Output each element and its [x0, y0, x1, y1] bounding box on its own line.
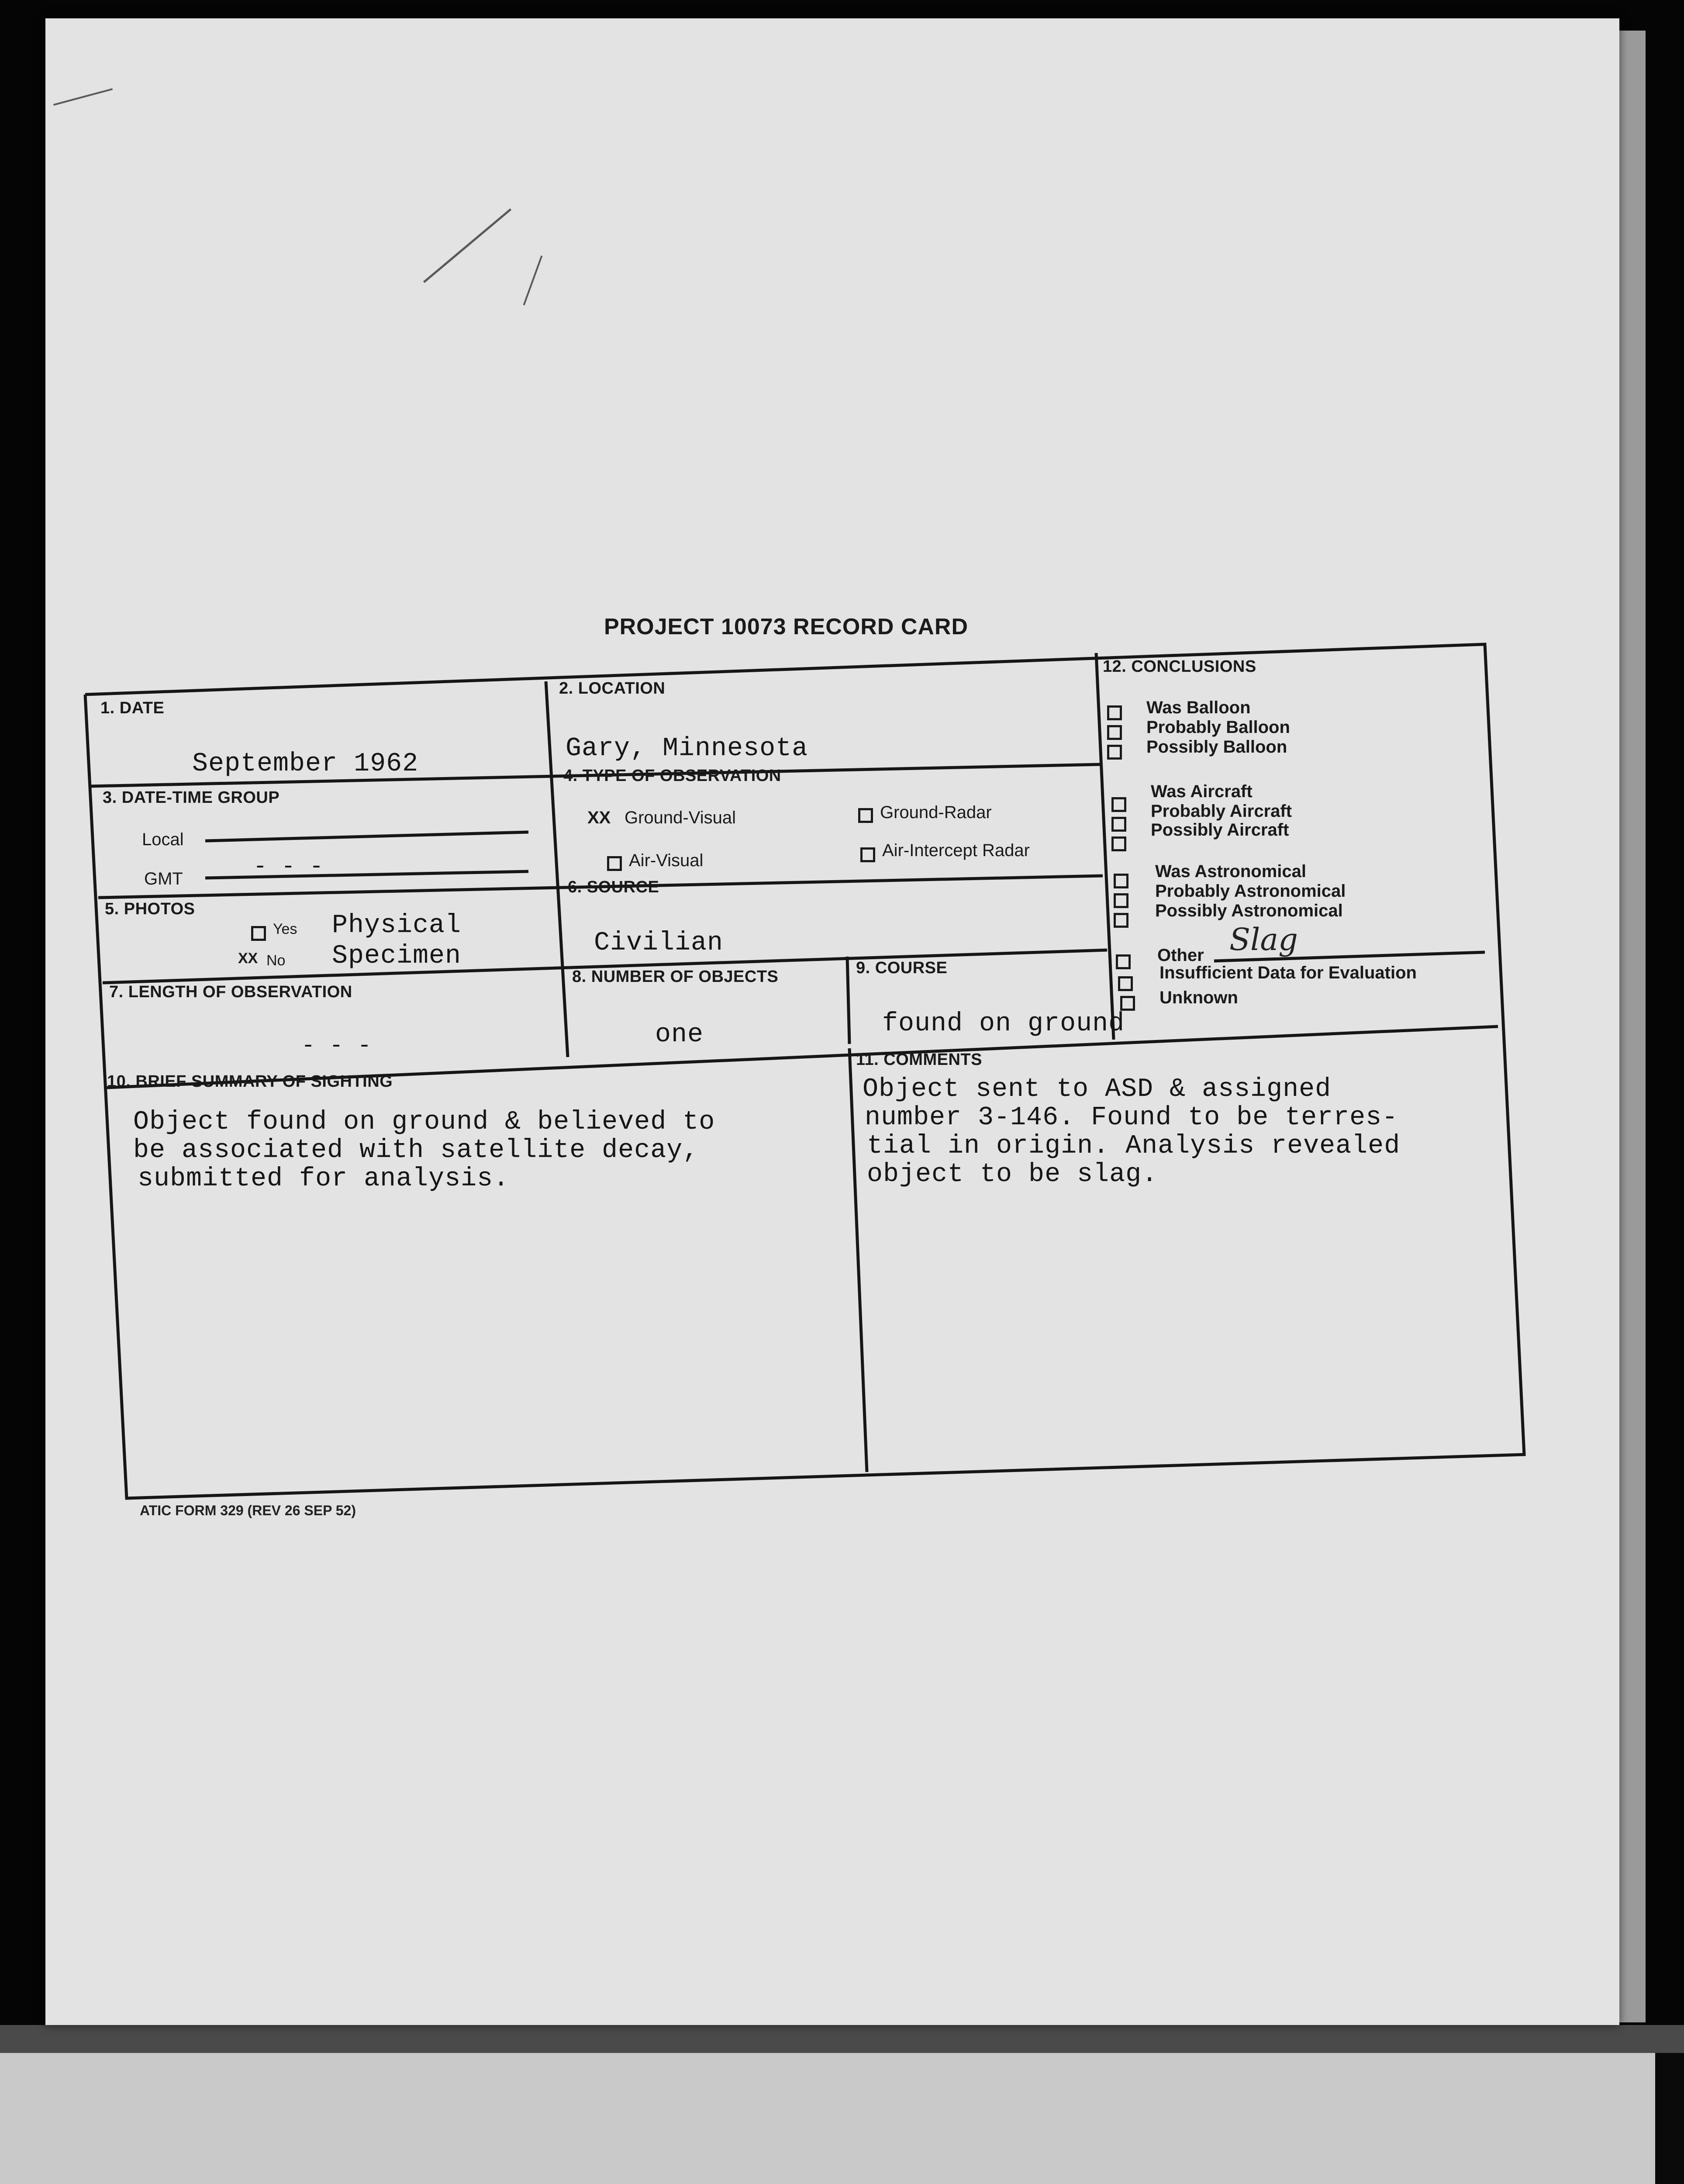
length-of-observation-label: 7. LENGTH OF OBSERVATION — [109, 983, 352, 1001]
photos-yes-checkbox — [251, 926, 266, 941]
film-border — [1655, 2053, 1684, 2184]
checkbox — [1116, 954, 1131, 969]
checkbox — [1111, 797, 1126, 812]
conclusion-probably-balloon: Probably Balloon — [1146, 718, 1290, 737]
photos-typed-line1: Physical — [332, 911, 462, 940]
course-label: 9. COURSE — [856, 959, 948, 977]
document-sheet — [45, 18, 1619, 2025]
checkbox — [1114, 893, 1128, 908]
photos-yes-label: Yes — [273, 921, 297, 937]
checkbox — [1107, 745, 1122, 760]
underlying-page — [0, 2053, 1684, 2184]
summary-line-3: submitted for analysis. — [138, 1164, 510, 1194]
checkbox — [1107, 705, 1122, 720]
summary-line-1: Object found on ground & believed to — [133, 1107, 715, 1137]
comments-line-3: tial in origin. Analysis revealed — [867, 1131, 1401, 1161]
brief-summary-label: 10. BRIEF SUMMARY OF SIGHTING — [107, 1072, 393, 1091]
other-value-handwritten: Slag — [1229, 922, 1298, 957]
comments-line-1: Object sent to ASD & assigned — [863, 1075, 1332, 1104]
ground-visual-mark: XX — [587, 808, 611, 827]
summary-line-2: be associated with satellite decay, — [133, 1136, 699, 1165]
conclusion-unknown: Unknown — [1159, 988, 1238, 1007]
checkbox — [1111, 836, 1126, 851]
course-value: found on ground — [882, 1009, 1125, 1039]
conclusion-insufficient-data: Insufficient Data for Evaluation — [1159, 963, 1417, 982]
comments-line-2: number 3-146. Found to be terres- — [865, 1103, 1398, 1133]
air-intercept-radar-option: Air-Intercept Radar — [882, 841, 1030, 860]
conclusions-label: 12. CONCLUSIONS — [1103, 657, 1256, 676]
conclusion-possibly-balloon: Possibly Balloon — [1146, 737, 1287, 757]
gmt-value: - - - — [253, 854, 324, 880]
date-value: September 1962 — [192, 749, 419, 779]
conclusion-possibly-aircraft: Possibly Aircraft — [1151, 820, 1289, 840]
date-label: 1. DATE — [100, 699, 165, 717]
form-number: ATIC FORM 329 (REV 26 SEP 52) — [140, 1503, 356, 1518]
conclusion-possibly-astronomical: Possibly Astronomical — [1155, 901, 1343, 920]
ground-visual-option: Ground-Visual — [625, 808, 736, 827]
comments-label: 11. COMMENTS — [856, 1051, 982, 1069]
checkbox — [1114, 913, 1128, 928]
photos-no-mark: XX — [238, 950, 258, 967]
conclusion-was-astronomical: Was Astronomical — [1155, 862, 1306, 881]
conclusion-was-aircraft: Was Aircraft — [1151, 782, 1253, 801]
datetime-group-label: 3. DATE-TIME GROUP — [103, 788, 280, 807]
comments-line-4: object to be slag. — [867, 1160, 1158, 1189]
photos-no-label: No — [266, 952, 286, 969]
air-intercept-radar-checkbox — [860, 847, 875, 862]
lower-shadow — [0, 2025, 1684, 2056]
conclusion-other: Other — [1157, 946, 1204, 965]
ground-radar-checkbox — [858, 808, 873, 823]
checkbox — [1118, 976, 1133, 991]
card-title: PROJECT 10073 RECORD CARD — [604, 614, 969, 639]
air-visual-option: Air-Visual — [629, 851, 704, 870]
air-visual-checkbox — [607, 856, 622, 871]
number-of-objects-label: 8. NUMBER OF OBJECTS — [572, 968, 779, 986]
checkbox — [1114, 874, 1128, 888]
checkbox — [1120, 996, 1135, 1011]
location-value: Gary, Minnesota — [566, 734, 808, 764]
checkbox — [1107, 725, 1122, 740]
ground-radar-option: Ground-Radar — [880, 803, 992, 822]
gmt-label: GMT — [144, 869, 183, 888]
type-of-observation-label: 4. TYPE OF OBSERVATION — [563, 767, 781, 785]
source-label: 6. SOURCE — [568, 878, 659, 896]
checkbox — [1111, 817, 1126, 832]
photos-label: 5. PHOTOS — [105, 900, 195, 918]
source-value: Civilian — [594, 928, 724, 958]
number-of-objects-value: one — [655, 1020, 704, 1050]
conclusion-was-balloon: Was Balloon — [1146, 698, 1251, 717]
location-label: 2. LOCATION — [559, 679, 666, 698]
conclusion-probably-astronomical: Probably Astronomical — [1155, 881, 1346, 901]
conclusion-probably-aircraft: Probably Aircraft — [1151, 802, 1292, 821]
photos-typed-line2: Specimen — [332, 941, 462, 971]
length-of-observation-value: - - - — [301, 1033, 372, 1059]
local-label: Local — [142, 830, 184, 849]
sheet-edge-shadow — [1619, 31, 1646, 2022]
